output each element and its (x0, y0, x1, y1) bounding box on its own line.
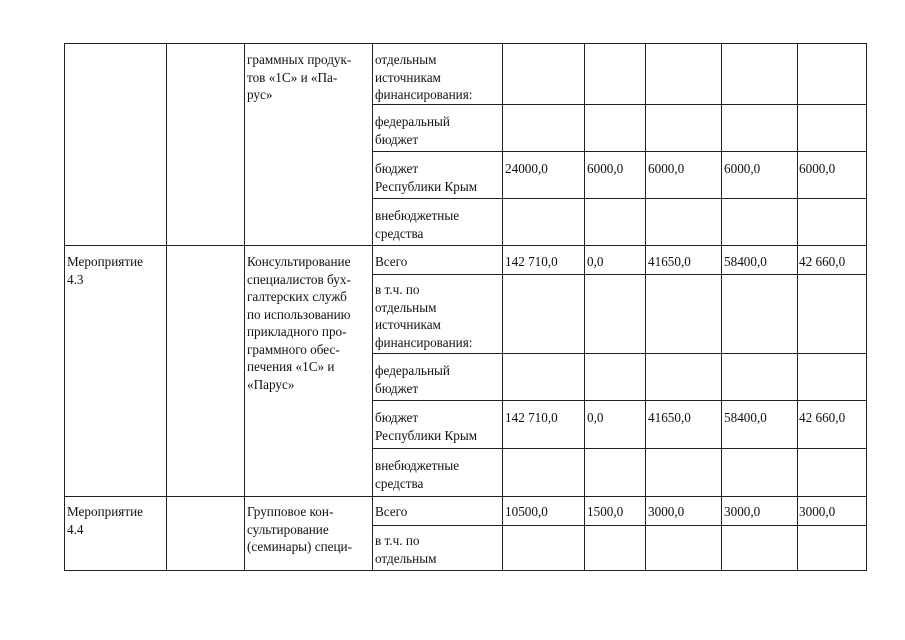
col-border (721, 43, 722, 571)
measure-description: граммных продук- тов «1С» и «Па- рус» (247, 52, 352, 102)
funding-source-label: в т.ч. по отдельным источникам финансирования: (375, 282, 473, 350)
event-description: Групповое кон- сультирование (семинары) специ- (247, 504, 352, 554)
amount-cell: 1500,0 (587, 504, 624, 519)
amount-cell: 3000,0 (799, 504, 836, 519)
funding-source-label: в т.ч. по отдельным (375, 533, 437, 566)
amount-cell: 58400,0 (724, 410, 767, 425)
amount-cell: 24000,0 (505, 161, 548, 176)
event-description: Консультирование специалистов бух- галтерских служб по использованию прикладного про- граммного обес- печения «1С» и «Парус» (247, 254, 351, 392)
block-divider (64, 245, 866, 246)
funding-source-label: Всего (375, 254, 408, 269)
col-border (64, 43, 65, 571)
col-border (502, 43, 503, 571)
amount-cell: 0,0 (587, 254, 604, 269)
row-divider (372, 198, 866, 199)
col-border (244, 43, 245, 571)
table-top-border (64, 43, 866, 44)
funding-source-label: бюджет Республики Крым (375, 161, 478, 194)
amount-cell: 142 710,0 (505, 254, 558, 269)
row-divider (372, 151, 866, 152)
amount-cell: 42 660,0 (799, 254, 846, 269)
amount-cell: 41650,0 (648, 410, 691, 425)
amount-cell: 6000,0 (587, 161, 624, 176)
funding-source-label: внебюджетные средства (375, 458, 460, 491)
amount-cell: 6000,0 (648, 161, 685, 176)
amount-cell: 0,0 (587, 410, 604, 425)
row-divider (372, 448, 866, 449)
funding-source-label: федеральный бюджет (375, 114, 450, 147)
row-divider (372, 274, 866, 275)
event-name: Мероприятие 4.3 (67, 254, 144, 287)
col-border (645, 43, 646, 571)
amount-cell: 142 710,0 (505, 410, 558, 425)
amount-cell: 58400,0 (724, 254, 767, 269)
row-divider (372, 353, 866, 354)
amount-cell: 6000,0 (799, 161, 836, 176)
block-divider (64, 496, 866, 497)
col-border (372, 43, 373, 571)
table-bottom-border (64, 570, 866, 571)
event-name: Мероприятие 4.4 (67, 504, 144, 537)
amount-cell: 10500,0 (505, 504, 548, 519)
col-border (866, 43, 867, 571)
amount-cell: 3000,0 (724, 504, 761, 519)
row-divider (372, 400, 866, 401)
amount-cell: 3000,0 (648, 504, 685, 519)
col-border (166, 43, 167, 571)
funding-source-label: Всего (375, 504, 408, 519)
funding-source-label: отдельным источникам финансирования: (375, 52, 473, 102)
row-divider (372, 104, 866, 105)
col-border (584, 43, 585, 571)
amount-cell: 42 660,0 (799, 410, 846, 425)
funding-source-label: внебюджетные средства (375, 208, 460, 241)
funding-source-label: бюджет Республики Крым (375, 410, 478, 443)
row-divider (372, 525, 866, 526)
col-border (797, 43, 798, 571)
amount-cell: 41650,0 (648, 254, 691, 269)
amount-cell: 6000,0 (724, 161, 761, 176)
funding-source-label: федеральный бюджет (375, 363, 450, 396)
